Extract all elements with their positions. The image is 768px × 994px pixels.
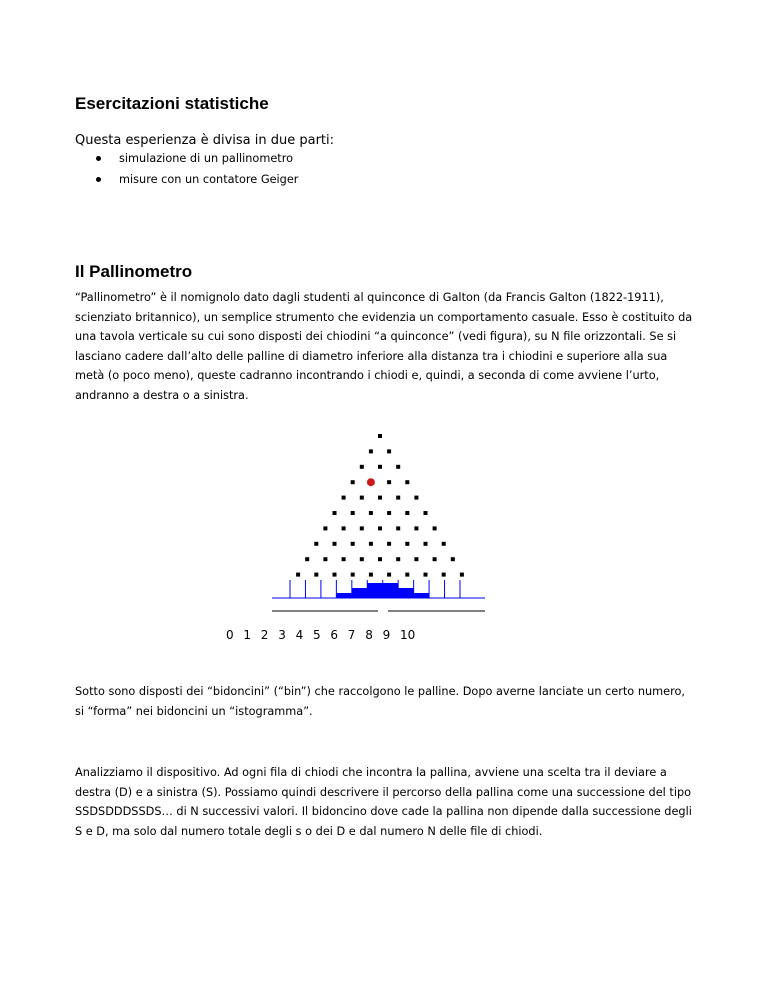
histogram-bar (352, 588, 368, 598)
peg (405, 480, 409, 484)
peg (333, 511, 337, 515)
section-title: Il Pallinometro (75, 262, 193, 281)
peg (424, 573, 428, 577)
peg (396, 557, 400, 561)
peg (314, 542, 318, 546)
histogram-bar (383, 583, 399, 598)
peg (323, 526, 327, 530)
peg (369, 449, 373, 453)
ball (367, 478, 375, 486)
peg (378, 557, 382, 561)
peg (414, 557, 418, 561)
peg (342, 496, 346, 500)
peg (333, 573, 337, 577)
document-title: Esercitazioni statistiche (75, 94, 269, 113)
peg (378, 526, 382, 530)
peg (442, 573, 446, 577)
peg (360, 557, 364, 561)
peg (405, 542, 409, 546)
peg (323, 557, 327, 561)
peg (387, 573, 391, 577)
peg-grid (296, 434, 464, 577)
bin-number: 9 (382, 628, 391, 642)
peg (433, 557, 437, 561)
peg (314, 573, 318, 577)
peg (351, 480, 355, 484)
peg (369, 542, 373, 546)
peg (405, 573, 409, 577)
bin-number: 4 (295, 628, 304, 642)
peg (414, 496, 418, 500)
histogram-bar (398, 588, 414, 598)
peg (387, 449, 391, 453)
peg (333, 542, 337, 546)
peg (378, 465, 382, 469)
bin-number: 1 (243, 628, 252, 642)
peg (460, 573, 464, 577)
bin-number: 7 (347, 628, 356, 642)
peg (351, 542, 355, 546)
peg (369, 573, 373, 577)
peg (351, 511, 355, 515)
intro-text: Questa esperienza è divisa in due parti: (75, 133, 335, 148)
peg (387, 480, 391, 484)
peg (396, 465, 400, 469)
peg (342, 526, 346, 530)
list-item-text: misure con un contatore Geiger (119, 173, 299, 186)
bin-number: 10 (400, 628, 416, 642)
peg (378, 434, 382, 438)
peg (405, 511, 409, 515)
bin-number: 8 (365, 628, 373, 642)
peg (424, 542, 428, 546)
peg (369, 511, 373, 515)
peg (387, 511, 391, 515)
peg (433, 526, 437, 530)
peg (387, 542, 391, 546)
bin-number: 2 (260, 628, 269, 642)
bin-number: 6 (330, 628, 339, 642)
peg (342, 557, 346, 561)
peg (360, 496, 364, 500)
peg (378, 496, 382, 500)
histogram-bar (414, 593, 430, 598)
bin-number: 0 (226, 628, 234, 642)
peg (351, 573, 355, 577)
list-item-text: simulazione di un pallinometro (119, 152, 294, 165)
peg (360, 526, 364, 530)
histogram-bar (336, 593, 352, 598)
bin-number: 5 (313, 628, 321, 642)
peg (396, 526, 400, 530)
peg (442, 542, 446, 546)
peg (424, 511, 428, 515)
peg (296, 573, 300, 577)
peg (396, 496, 400, 500)
peg (414, 526, 418, 530)
peg (305, 557, 309, 561)
bin-numbers (226, 628, 415, 642)
bin-number: 3 (278, 628, 286, 642)
histogram-bar (367, 583, 383, 598)
peg (451, 557, 455, 561)
paragraph-analysis: Analizziamo il dispositivo. Ad ogni fila di chiodi che incontra la pallina, avviene una scelta tra il deviare a destra (D) e a sinistra (S). Possiamo quindi descrivere il percorso della pallina come una successione del tipo SSDSDDDSSDS… di N successivi valori. Il bidoncino dove cade la pallina non dipende dalla successione degli S e D, ma solo dal numero totale degli s o dei D e dal numero N delle file di chiodi. (75, 766, 692, 838)
paragraph-intro-galton: “Pallinometro” è il nomignolo dato dagli studenti al quinconce di Galton (da Francis Galton (1822-1911), scienziato britannico), un semplice strumento che evidenzia un comportamento casuale. Esso è costituito da una tavola verticale su cui sono disposti dei chiodini “a quinconce” (vedi figura), su N file orizzontali. Se si lasciano cadere dall’alto delle palline di diametro inferiore alla distanza tra i chiodini e superiore alla sua metà (o poco meno), queste cadranno incontrando i chiodi e, quindi, a seconda di come avviene l’urto, andranno a destra o a sinistra. (75, 291, 693, 402)
paragraph-bins: Sotto sono disposti dei “bidoncini” (“bin”) che raccolgono le palline. Dopo averne lanciate un certo numero, si “forma” nei bidoncini un “istogramma”. (75, 685, 685, 718)
peg (360, 465, 364, 469)
